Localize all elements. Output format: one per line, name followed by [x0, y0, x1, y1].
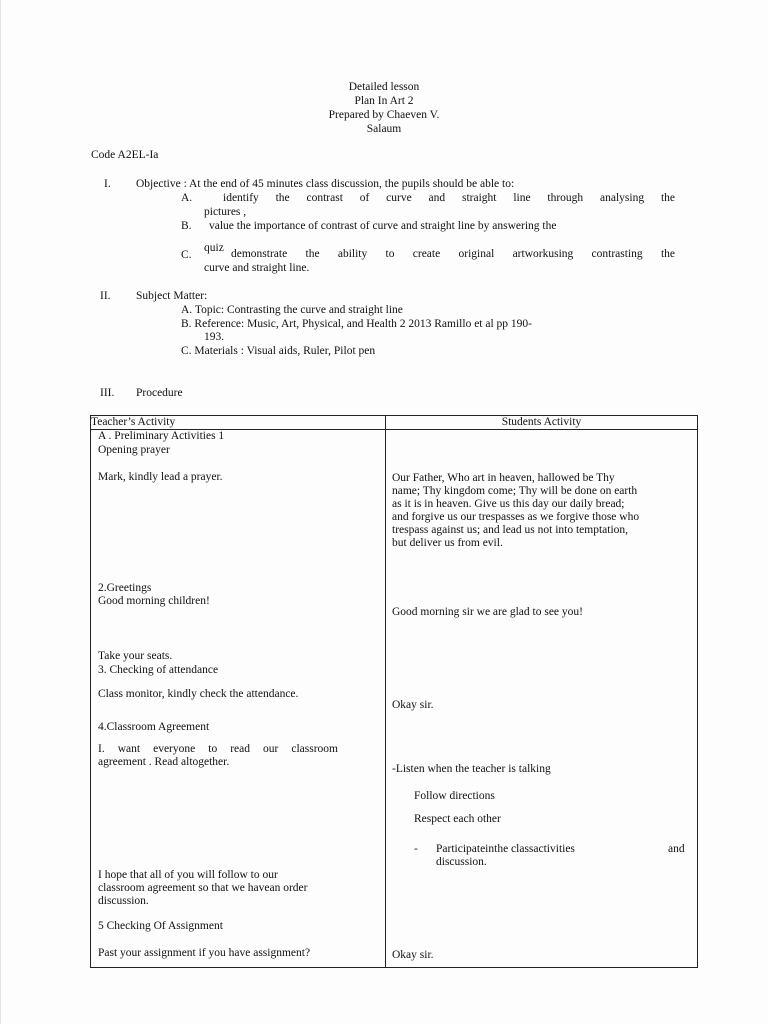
hope-line3: discussion. [98, 895, 149, 907]
good-morning-text: Good morning children! [98, 595, 210, 607]
procedure-numeral: III. [100, 387, 115, 399]
subject-topic: A. Topic: Contrasting the curve and straight line [181, 304, 403, 316]
preliminary-activities: A . Preliminary Activities 1 [98, 430, 225, 442]
agreement-rule-3: Respect each other [414, 813, 501, 825]
objective-c-letter: C. [181, 249, 192, 261]
teacher-column-header: Teacher’s Activity [91, 416, 386, 430]
opening-prayer-label: Opening prayer [98, 444, 170, 456]
doc-author-surname: Salaum [366, 123, 402, 135]
doc-author-line: Prepared by Chaeven V. [328, 109, 440, 121]
classroom-agreement-label: 4.Classroom Agreement [98, 721, 210, 733]
procedure-table [90, 415, 698, 968]
assignment-request: Past your assignment if you have assignment? [98, 947, 311, 959]
objective-a-letter: A. [181, 192, 193, 204]
okay-sir-reply-2: Okay sir. [392, 949, 434, 961]
objective-text: Objective : At the end of 45 minutes class discussion, the pupils should be able to: [136, 178, 515, 190]
greeting-reply: Good morning sir we are glad to see you! [392, 606, 583, 618]
attendance-request: Class monitor, kindly check the attendance. [98, 688, 299, 700]
hope-line1: I hope that all of you will follow to our [98, 869, 278, 881]
students-column-header: Students Activity [386, 416, 698, 430]
agreement-rule-2: Follow directions [414, 790, 495, 802]
agreement-rule-4-part1: Participateinthe classactivities [436, 843, 575, 855]
greetings-label: 2.Greetings [98, 582, 152, 594]
agreement-request-line1: I. want everyone to read our classroom [98, 743, 338, 755]
prayer-line2: name; Thy kingdom come; Thy will be done on earth [392, 485, 638, 497]
agreement-request-line2: agreement . Read altogether. [98, 756, 230, 768]
hope-line2: classroom agreement so that we havean order [98, 882, 308, 894]
procedure-heading: Procedure [136, 387, 183, 399]
attendance-label: 3. Checking of attendance [98, 664, 219, 676]
objective-numeral: I. [104, 178, 111, 190]
table-header-row [91, 416, 698, 430]
objective-c-line1: demonstrate the ability to create original artworkusing contrasting the [231, 248, 675, 260]
agreement-rule-4-dash: - [414, 843, 418, 855]
doc-title-line-2: Plan In Art 2 [354, 95, 414, 107]
subject-reference: B. Reference: Music, Art, Physical, and Health 2 2013 Ramillo et al pp 190- [181, 318, 532, 330]
objective-a-line2: pictures , [204, 206, 247, 218]
objective-a-line1: identify the contrast of curve and straight line through analysing the [223, 192, 675, 204]
subject-materials: C. Materials : Visual aids, Ruler, Pilot pen [181, 345, 376, 357]
table-body-row [91, 430, 698, 968]
agreement-rule-1: -Listen when the teacher is talking [392, 763, 551, 775]
assignment-label: 5 Checking Of Assignment [98, 920, 223, 932]
students-activity-cell [386, 430, 698, 968]
prayer-line4: and forgive us our trespasses as we forgive those who [392, 511, 640, 523]
teacher-activity-cell [91, 430, 386, 968]
agreement-rule-4-line2: discussion. [436, 856, 487, 868]
agreement-rule-4-part2: and [668, 843, 685, 855]
doc-title-line-1: Detailed lesson [348, 81, 420, 93]
prayer-line6: but deliver us from evil. [392, 537, 503, 549]
objective-c-line2: curve and straight line. [204, 262, 310, 274]
subject-heading: Subject Matter: [136, 290, 208, 302]
take-seats-text: Take your seats. [98, 650, 173, 662]
objective-b-letter: B. [181, 220, 192, 232]
subject-reference-pages: 193. [204, 331, 225, 343]
objective-b-line1: value the importance of contrast of curve and straight line by answering the [209, 220, 557, 232]
prayer-line3: as it is in heaven. Give us this day our daily bread; [392, 498, 625, 510]
prayer-line1: Our Father, Who art in heaven, hallowed be Thy [392, 472, 615, 484]
lead-prayer-text: Mark, kindly lead a prayer. [98, 471, 223, 483]
objective-b-quiz: quiz [204, 242, 224, 254]
okay-sir-reply-1: Okay sir. [392, 699, 434, 711]
subject-numeral: II. [100, 290, 111, 302]
lesson-code: Code A2EL-Ia [91, 149, 159, 161]
prayer-line5: trespass against us; and lead us not into temptation, [392, 524, 629, 536]
